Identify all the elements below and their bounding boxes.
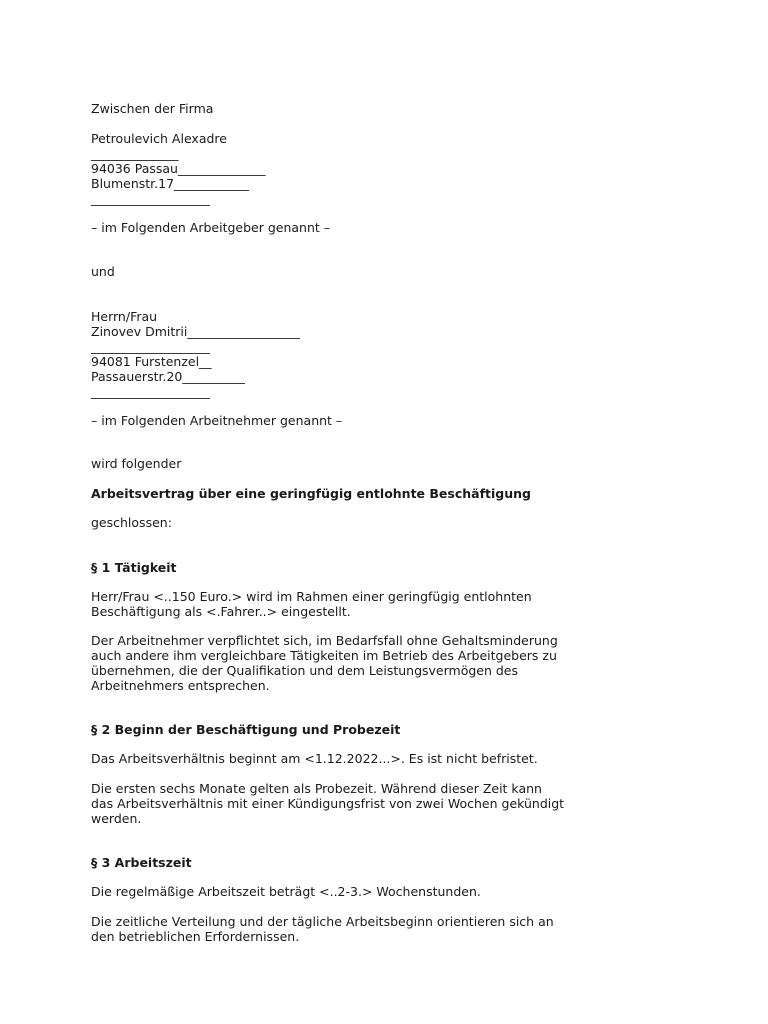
employee-city: 94081 Furstenzel__ xyxy=(91,354,212,369)
paragraph-line: Der Arbeitnehmer verpflichtet sich, im Bedarfsfall ohne Gehaltsminderung xyxy=(91,633,558,648)
paragraph-line: Die regelmäßige Arbeitszeit beträgt <..2-3.> Wochenstunden. xyxy=(91,884,481,899)
employer-city: 94036 Passau______________ xyxy=(91,161,266,176)
employee-blank-line: ___________________ xyxy=(91,339,210,354)
conjunction-line: und xyxy=(91,264,115,279)
employer-blank-line: ______________ xyxy=(91,146,179,161)
section-heading: § 1 Tätigkeit xyxy=(91,560,177,575)
paragraph-line: auch andere ihm vergleichbare Tätigkeiten im Betrieb des Arbeitgebers zu xyxy=(91,648,557,663)
employer-street: Blumenstr.17____________ xyxy=(91,176,250,191)
contract-title: Arbeitsvertrag über eine geringfügig entlohnte Beschäftigung xyxy=(91,486,531,501)
paragraph-line: Arbeitnehmers entsprechen. xyxy=(91,678,270,693)
contract-lead-in: wird folgender xyxy=(91,456,182,471)
employer-blank-line: ___________________ xyxy=(91,191,210,206)
paragraph-line: werden. xyxy=(91,811,142,826)
intro-line: Zwischen der Firma xyxy=(91,101,214,116)
employee-designation: – im Folgenden Arbeitnehmer genannt – xyxy=(91,413,343,428)
employee-name: Zinovev Dmitrii__________________ xyxy=(91,324,300,339)
paragraph-line: den betrieblichen Erfordernissen. xyxy=(91,929,300,944)
paragraph-line: übernehmen, die der Qualifikation und dem Leistungsvermögen des xyxy=(91,663,519,678)
employee-salutation: Herrn/Frau xyxy=(91,309,158,324)
employer-name: Petroulevich Alexadre xyxy=(91,131,227,146)
paragraph-line: Das Arbeitsverhältnis beginnt am <1.12.2022...>. Es ist nicht befristet. xyxy=(91,751,538,766)
section-heading: § 2 Beginn der Beschäftigung und Probezeit xyxy=(91,722,401,737)
contract-concluded: geschlossen: xyxy=(91,515,172,530)
employer-designation: – im Folgenden Arbeitgeber genannt – xyxy=(91,220,331,235)
paragraph-line: Die ersten sechs Monate gelten als Probezeit. Während dieser Zeit kann xyxy=(91,781,542,796)
paragraph-line: das Arbeitsverhältnis mit einer Kündigungsfrist von zwei Wochen gekündigt xyxy=(91,796,565,811)
paragraph-line: Die zeitliche Verteilung und der tägliche Arbeitsbeginn orientieren sich an xyxy=(91,914,554,929)
section-heading: § 3 Arbeitszeit xyxy=(91,855,192,870)
paragraph-line: Beschäftigung als <.Fahrer..> eingestellt. xyxy=(91,604,351,619)
employee-blank-line: ___________________ xyxy=(91,384,210,399)
paragraph-line: Herr/Frau <..150 Euro.> wird im Rahmen einer geringfügig entlohnten xyxy=(91,589,532,604)
employee-street: Passauerstr.20__________ xyxy=(91,369,245,384)
